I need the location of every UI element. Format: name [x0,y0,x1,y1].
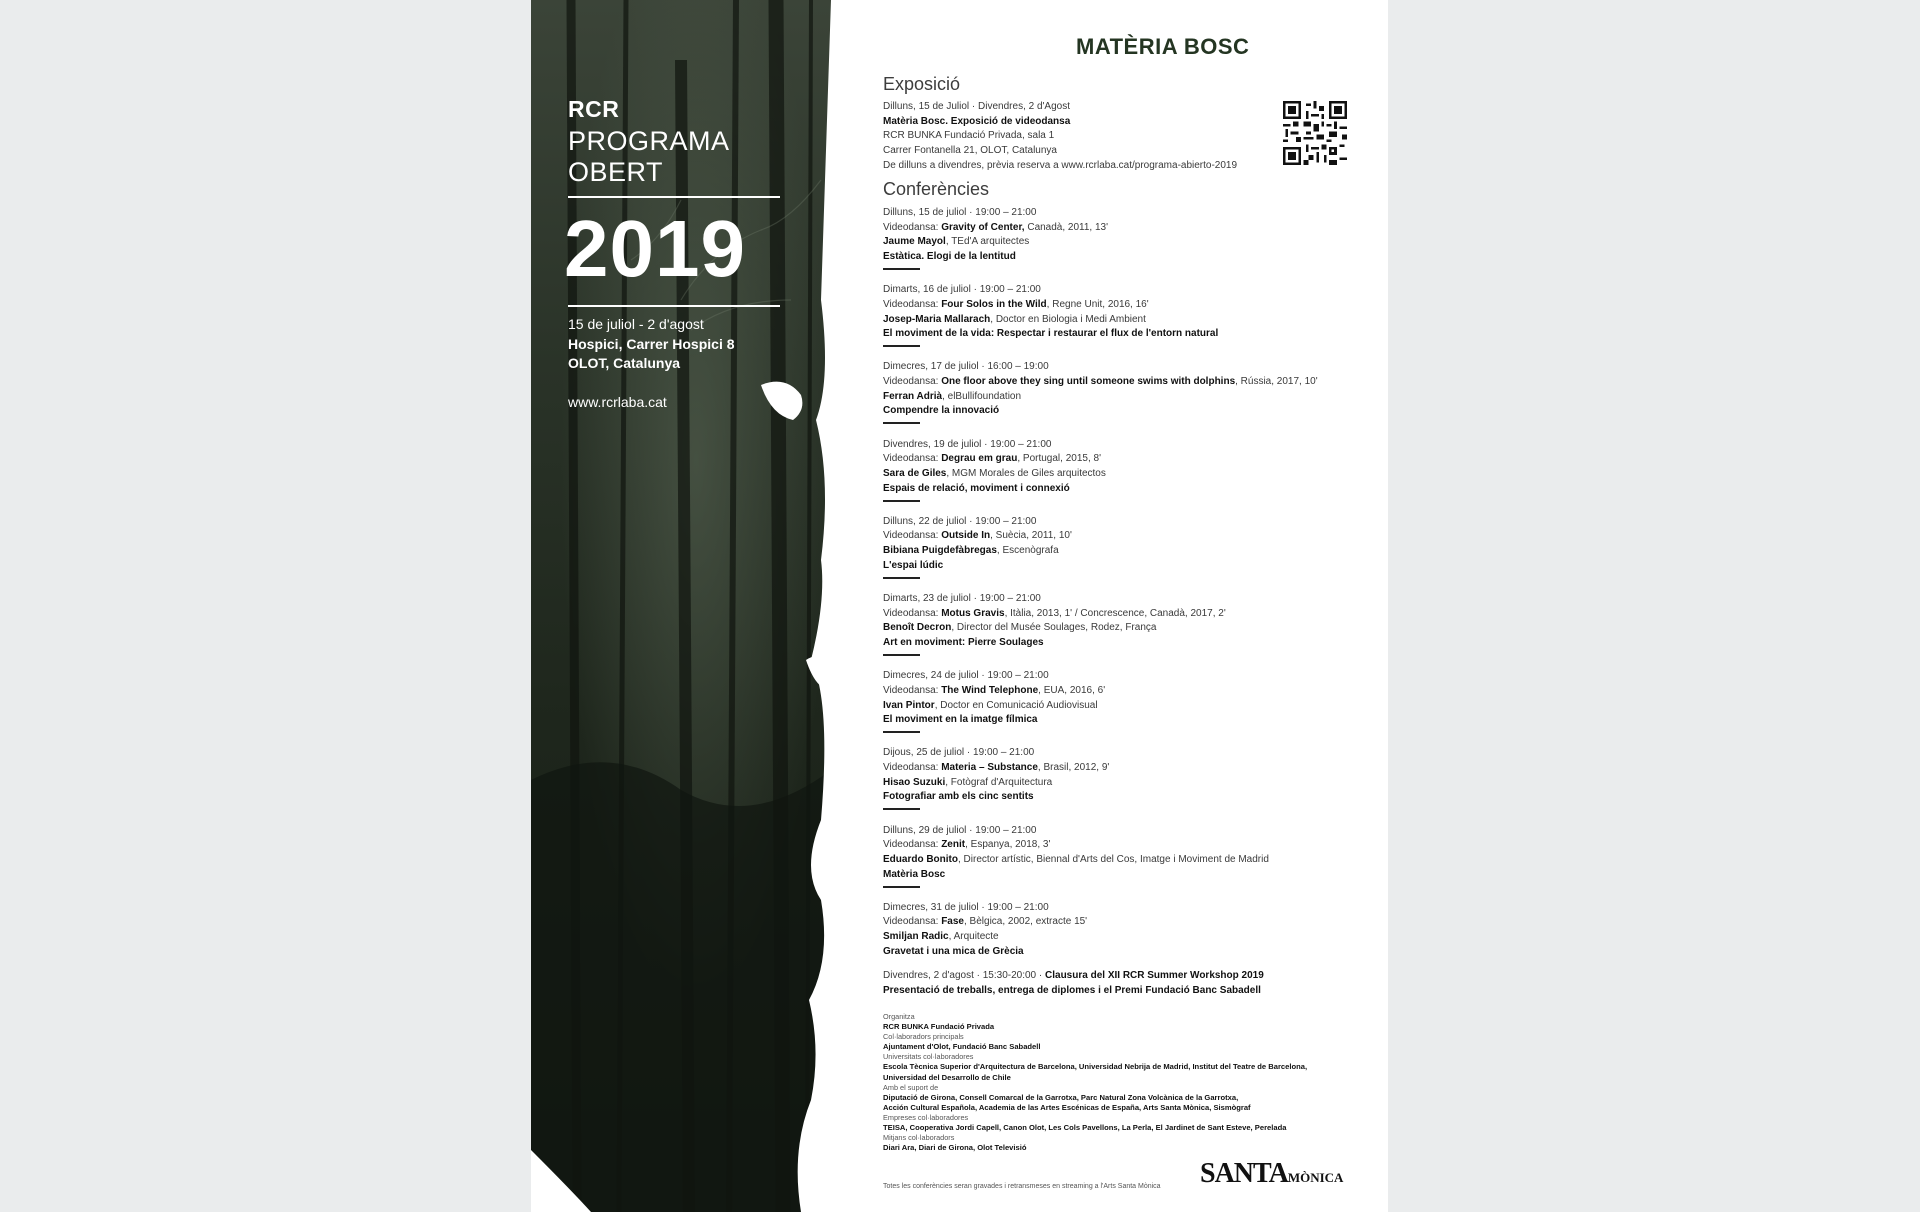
credit-value: Ajuntament d'Olot, Fundació Banc Sabadell [883,1042,1041,1052]
conference-item [883,283,1353,360]
title-rule [568,196,780,198]
conference-item [883,515,1353,592]
credit-value: Acción Cultural Española, Academia de las Artes Escénicas de España, Arts Santa Mònica, Sismògraf [883,1102,1251,1112]
credit-value: Escola Tècnica Superior d'Arquitectura de Barcelona, Universidad Nebrija de Madrid, Institut del Teatre de Barcelona, [883,1062,1308,1072]
conference-videodansa: Videodansa: One floor above they sing until someone swims with dolphins, Rússia, 2017, 10' [883,376,1318,388]
conference-talk: Gravetat i una mica de Grècia [883,945,1024,957]
conference-item [883,824,1353,901]
footer-note: Totes les conferències seran gravades i retransmeses en streaming a l'Arts Santa Mònica [883,1183,1161,1190]
conference-videodansa: Videodansa: Zenit, Espanya, 2018, 3' [883,839,1051,851]
conference-speaker: Hisao Suzuki, Fotògraf d'Arquitectura [883,776,1053,788]
event-dates: 15 de juliol - 2 d'agost [568,316,704,332]
separator [883,808,920,810]
exposicio-title: Matèria Bosc. Exposició de videodansa [883,115,1071,127]
conference-videodansa: Videodansa: Outside In, Suècia, 2011, 10' [883,530,1072,542]
conference-list [883,206,1353,978]
conference-item [883,592,1353,669]
conference-videodansa: Videodansa: Four Solos in the Wild, Regne Unit, 2016, 16' [883,298,1149,310]
conference-date: Dimecres, 31 de juliol · 19:00 – 21:00 [883,901,1049,913]
brand-title: MATÈRIA BOSC [1076,34,1250,59]
conference-videodansa: Videodansa: Degrau em grau, Portugal, 2015, 8' [883,453,1101,465]
qr-code-icon[interactable] [1283,101,1347,165]
venue-address: Hospici, Carrer Hospici 8 [568,336,735,352]
exposicio-heading: Exposició [883,74,961,94]
conference-date: Dilluns, 29 de juliol · 19:00 – 21:00 [883,824,1037,836]
separator [883,422,920,424]
conference-talk: L'espai lúdic [883,559,944,571]
conferencies-heading: Conferències [883,179,990,199]
conference-talk: Compendre la innovació [883,405,1000,417]
credit-label: Universitats col·laboradores [883,1052,974,1062]
closing-event [883,969,1264,998]
conference-speaker: Jaume Mayol, TEd'A arquitectes [883,236,1030,248]
conference-speaker: Sara de Giles, MGM Morales de Giles arquitectos [883,467,1106,479]
conference-date: Dimecres, 24 de juliol · 19:00 – 21:00 [883,670,1049,682]
credit-value: Diputació de Girona, Consell Comarcal de la Garrotxa, Parc Natural Zona Volcànica de la Garrotxa, [883,1092,1239,1102]
conference-videodansa: Videodansa: Gravity of Center, Canadà, 2011, 13' [883,221,1109,233]
separator [883,345,920,347]
separator [883,886,920,888]
credits-block [883,1012,1307,1153]
closing-line: Divendres, 2 d'agost · 15:30-20:00 · Clausura del XII RCR Summer Workshop 2019 [883,970,1264,981]
venue [568,335,735,373]
credit-label: Col·laboradors principals [883,1032,964,1042]
separator [883,654,920,656]
separator [883,577,920,579]
conference-talk: Matèria Bosc [883,868,946,880]
conference-videodansa: Videodansa: Motus Gravis, Itàlia, 2013, 1' / Concrescence, Canadà, 2017, 2' [883,607,1226,619]
conference-talk: Fotografiar amb els cinc sentits [883,791,1034,803]
forest-panel [531,0,831,1212]
conference-videodansa: Videodansa: The Wind Telephone, EUA, 2016, 6' [883,684,1106,696]
conference-talk: Espais de relació, moviment i connexió [883,482,1070,494]
conference-speaker: Benoît Decron, Director del Musée Soulages, Rodez, França [883,622,1157,634]
credit-value: TEISA, Cooperativa Jordi Capell, Canon Olot, Les Cols Pavellons, La Perla, El Jardinet de Sant Esteve, Perelada [883,1123,1287,1133]
conference-item [883,438,1353,515]
exposicio-dates: Dilluns, 15 de Juliol · Divendres, 2 d'Agost [883,101,1071,112]
conference-item [883,746,1353,823]
exposicio-info: De dilluns a divendres, prèvia reserva a www.rcrlaba.cat/programa-abierto-2019 [883,159,1238,171]
year-title: 2019 [564,204,746,293]
credit-label: Empreses col·laboradores [883,1112,969,1122]
programa-title [568,126,730,188]
conference-speaker: Eduardo Bonito, Director artístic, Biennal d'Arts del Cos, Imatge i Moviment de Madrid [883,853,1269,865]
conference-speaker: Ferran Adrià, elBullifoundation [883,390,1022,402]
conference-speaker: Smiljan Radic, Arquitecte [883,931,999,943]
separator [883,268,920,270]
conference-date: Dimarts, 23 de juliol · 19:00 – 21:00 [883,592,1041,604]
rcr-title: RCR [568,96,620,122]
conference-speaker: Josep-Maria Mallarach, Doctor en Biologia i Medi Ambient [883,313,1146,325]
closing-subtitle: Presentació de treballs, entrega de diplomes i el Premi Fundació Banc Sabadell [883,984,1261,996]
conference-videodansa: Videodansa: Fase, Bèlgica, 2002, extracte 15' [883,916,1088,928]
separator [883,500,920,502]
conference-date: Divendres, 19 de juliol · 19:00 – 21:00 [883,438,1052,450]
exposicio-place: RCR BUNKA Fundació Privada, sala 1 [883,130,1055,142]
year-rule [568,305,780,307]
conference-date: Dimecres, 17 de juliol · 16:00 – 19:00 [883,361,1049,373]
credit-value: RCR BUNKA Fundació Privada [883,1022,995,1032]
conference-speaker: Ivan Pintor, Doctor en Comunicació Audiovisual [883,699,1098,711]
conference-item [883,206,1353,283]
credit-label: Amb el suport de [883,1082,939,1092]
conference-date: Dilluns, 22 de juliol · 19:00 – 21:00 [883,515,1037,527]
website-link[interactable]: www.rcrlaba.cat [568,394,667,410]
conference-speaker: Bibiana Puigdefàbregas, Escenògrafa [883,545,1059,557]
conference-talk: El moviment de la vida: Respectar i restaurar el flux de l'entorn natural [883,328,1219,340]
conference-item [883,901,1353,978]
programa-line: PROGRAMA [568,126,730,156]
conference-videodansa: Videodansa: Materia – Substance, Brasil, 2012, 9' [883,762,1110,774]
conference-talk: El moviment en la imatge fílmica [883,714,1038,726]
conference-date: Dimarts, 16 de juliol · 19:00 – 21:00 [883,284,1041,296]
conference-item [883,360,1353,437]
conference-date: Dijous, 25 de juliol · 19:00 – 21:00 [883,747,1035,759]
conference-item [883,669,1353,746]
credit-value: Diari Ara, Diari de Girona, Olot Televisió [883,1143,1027,1153]
credit-label: Mitjans col·laboradors [883,1133,955,1143]
conference-talk: Art en moviment: Pierre Soulages [883,637,1044,649]
conference-talk: Estàtica. Elogi de la lentitud [883,251,1016,263]
credit-label: Organitza [883,1012,915,1021]
santa-monica-logo: SANTAMÒNICA [1200,1158,1344,1189]
exposicio-details [883,100,1237,174]
exposicio-address: Carrer Fontanella 21, OLOT, Catalunya [883,145,1057,157]
credit-value: Universidad del Desarrollo de Chile [883,1072,1011,1082]
venue-city: OLOT, Catalunya [568,355,681,371]
poster [531,0,1388,1212]
separator [883,731,920,733]
obert-line: OBERT [568,157,664,187]
conference-date: Dilluns, 15 de juliol · 19:00 – 21:00 [883,207,1037,218]
